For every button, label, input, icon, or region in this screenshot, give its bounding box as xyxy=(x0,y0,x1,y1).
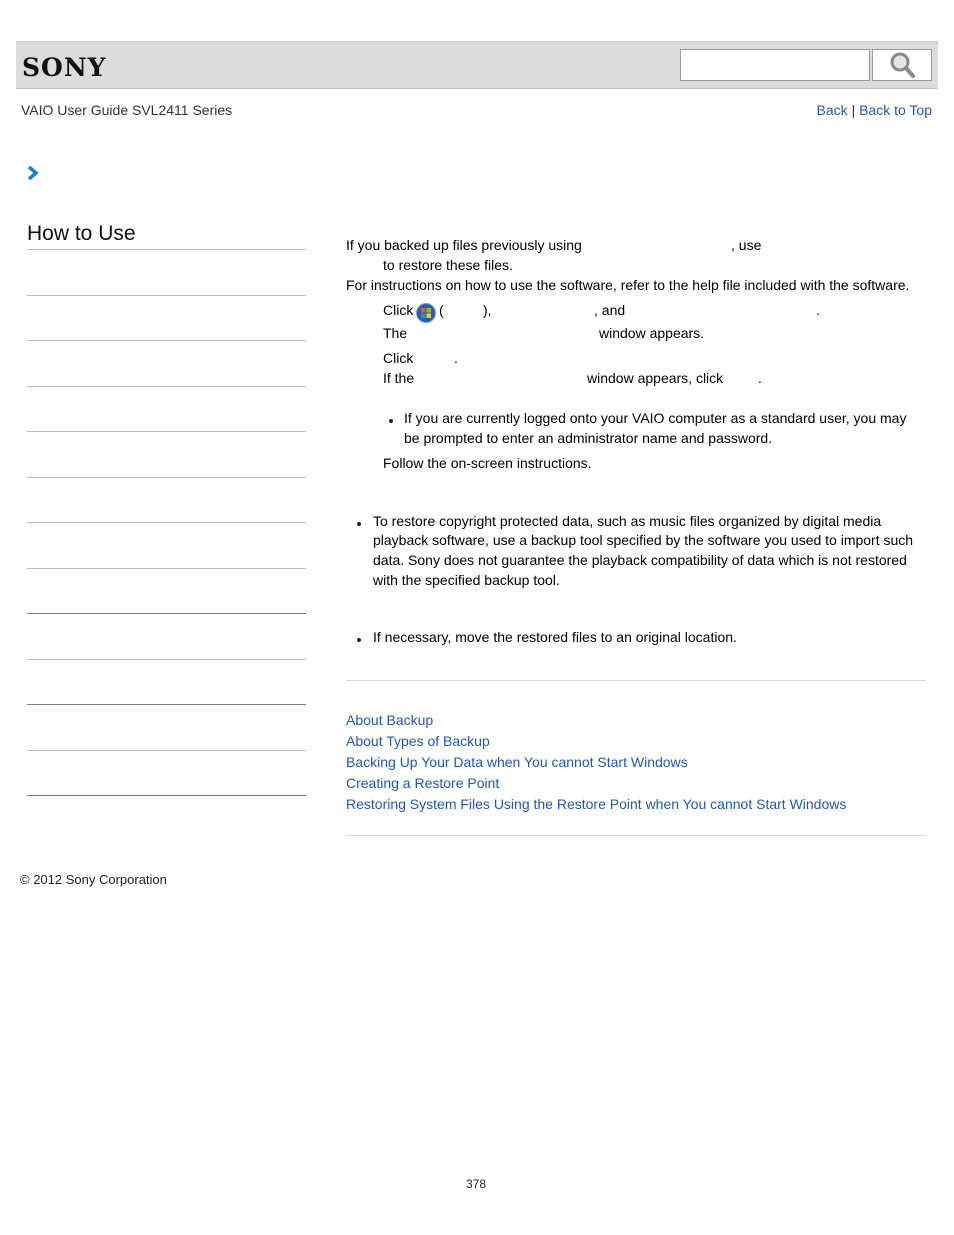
step-text: . xyxy=(816,302,820,318)
step-text: . xyxy=(758,370,762,386)
related-link[interactable]: About Types of Backup xyxy=(346,733,490,749)
note-text: be prompted to enter an administrator name and password. xyxy=(404,430,773,446)
step-text: Click xyxy=(383,302,414,318)
related-link[interactable]: Restoring System Files Using the Restore Point when You cannot Start Windows xyxy=(346,796,847,812)
bullet-icon xyxy=(389,419,393,423)
back-link[interactable]: Back xyxy=(816,102,848,118)
related-links xyxy=(346,710,846,815)
section-divider xyxy=(346,680,926,681)
step-text: window appears. xyxy=(599,325,705,341)
windows-start-icon xyxy=(416,303,436,323)
guide-title: VAIO User Guide SVL2411 Series xyxy=(21,102,233,118)
related-link[interactable]: Creating a Restore Point xyxy=(346,775,500,791)
bullet-text: with the specified backup tool. xyxy=(373,572,560,588)
section-divider xyxy=(346,835,926,836)
page-number: 378 xyxy=(466,1177,487,1191)
intro-text: For instructions on how to use the software, refer to the help file included with the software. xyxy=(346,277,910,293)
step-text: Click xyxy=(383,350,414,366)
back-to-top-link[interactable]: Back to Top xyxy=(859,102,932,118)
sidebar-heading: How to Use xyxy=(27,222,136,245)
bullet-text: To restore copyright protected data, such as music files organized by digital media xyxy=(373,513,882,529)
intro-text: to restore these files. xyxy=(383,257,513,273)
intro-text: If you backed up files previously using xyxy=(346,237,582,253)
step-text: If the xyxy=(383,370,415,386)
related-link[interactable]: About Backup xyxy=(346,712,434,728)
intro-text: , use xyxy=(731,237,762,253)
related-link[interactable]: Backing Up Your Data when You cannot Start Windows xyxy=(346,754,688,770)
step-text: ), xyxy=(483,302,492,318)
step-text: The xyxy=(383,325,408,341)
bullet-text: data. Sony does not guarantee the playback compatibility of data which is not restored xyxy=(373,552,907,568)
link-separator: | xyxy=(851,102,856,118)
step-text: . xyxy=(454,350,458,366)
sony-logo-text: SONY xyxy=(22,53,107,82)
bullet-icon xyxy=(357,522,361,526)
bullet-text: If necessary, move the restored files to an original location. xyxy=(373,629,737,645)
bullet-icon xyxy=(357,638,361,642)
step-text: ( xyxy=(439,302,444,318)
step-text: , and xyxy=(594,302,626,318)
copyright: © 2012 Sony Corporation xyxy=(20,872,167,887)
step-text: window appears, click xyxy=(587,370,724,386)
step-text: Follow the on-screen instructions. xyxy=(383,455,592,471)
note-text: If you are currently logged onto your VAIO computer as a standard user, you may xyxy=(404,410,907,426)
bullet-text: playback software, use a backup tool specified by the software you used to import such xyxy=(373,532,914,548)
